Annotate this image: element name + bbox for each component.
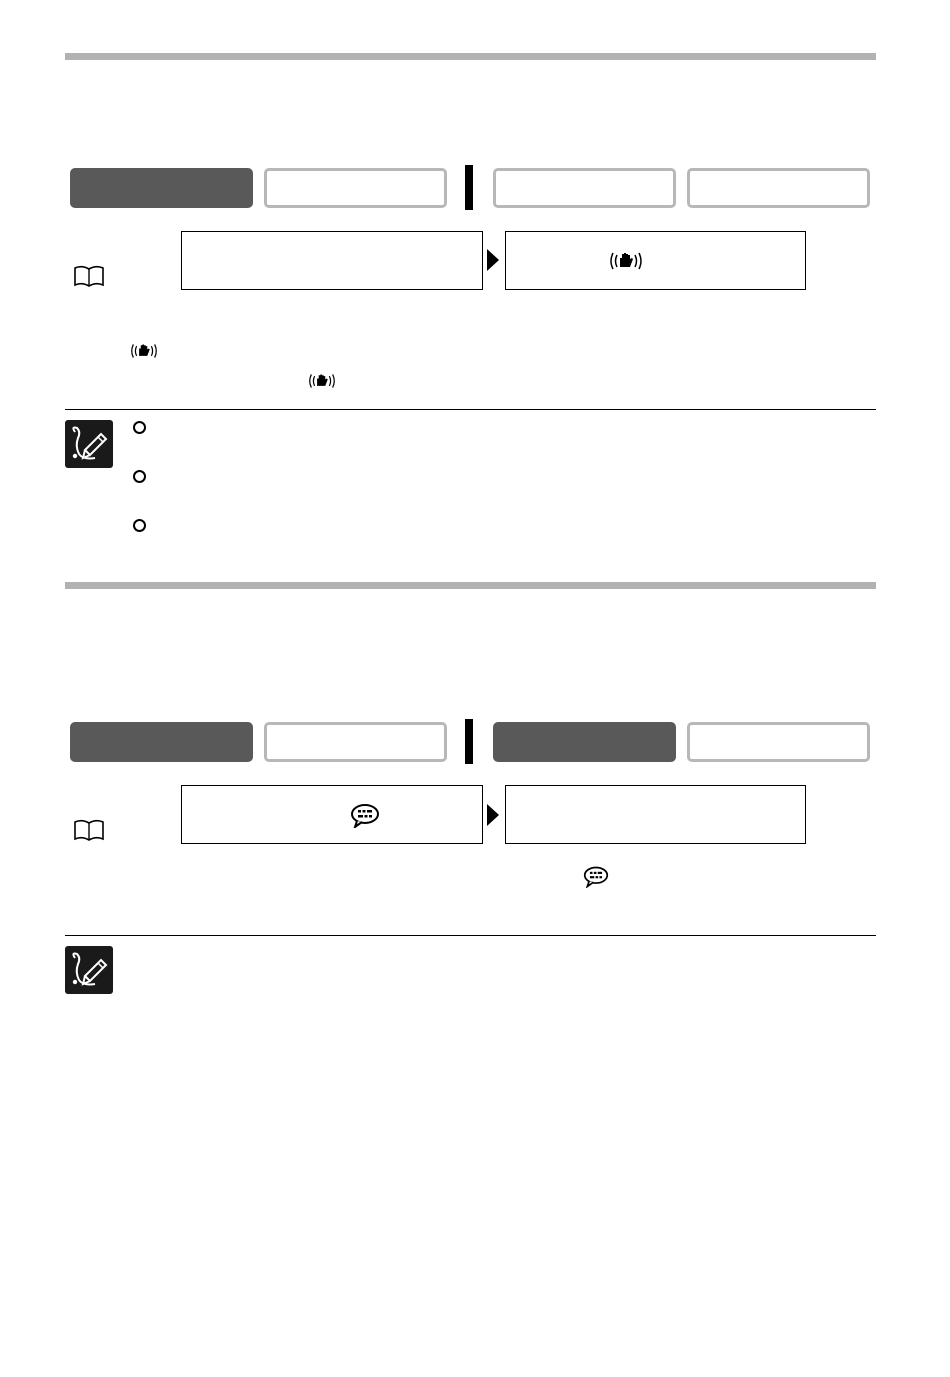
section-2-rule — [65, 582, 876, 589]
note-bullet — [133, 519, 146, 532]
stabilizer-hand-icon — [128, 342, 160, 360]
arrow-right-icon — [487, 804, 499, 826]
speech-balloon-icon — [350, 804, 380, 828]
menu-step-1 — [181, 231, 483, 290]
note-bullet — [133, 470, 146, 483]
stabilizer-hand-icon — [608, 250, 644, 272]
section-2-mode-tabs — [70, 722, 872, 768]
note-pencil-icon — [65, 420, 113, 468]
note-bullet — [133, 421, 146, 434]
tab-2 — [264, 722, 447, 762]
arrow-right-icon — [487, 249, 499, 271]
speech-balloon-icon — [583, 866, 609, 888]
notes-rule — [65, 935, 876, 936]
tab-divider — [465, 719, 473, 764]
menu-step-2 — [505, 231, 806, 290]
menu-step-1 — [181, 785, 483, 844]
section-1-rule — [65, 53, 876, 60]
section-1-mode-tabs — [70, 168, 872, 214]
tab-4 — [687, 722, 870, 762]
tab-1 — [70, 168, 253, 208]
tab-divider — [465, 165, 473, 210]
book-icon — [73, 819, 105, 841]
stabilizer-hand-icon — [306, 372, 338, 390]
tab-1 — [70, 722, 253, 762]
menu-step-2 — [505, 785, 806, 844]
tab-3 — [493, 722, 676, 762]
note-pencil-icon — [65, 946, 113, 994]
tab-2 — [264, 168, 447, 208]
book-icon — [73, 265, 105, 287]
notes-rule — [65, 409, 876, 410]
tab-4 — [687, 168, 870, 208]
tab-3 — [493, 168, 676, 208]
